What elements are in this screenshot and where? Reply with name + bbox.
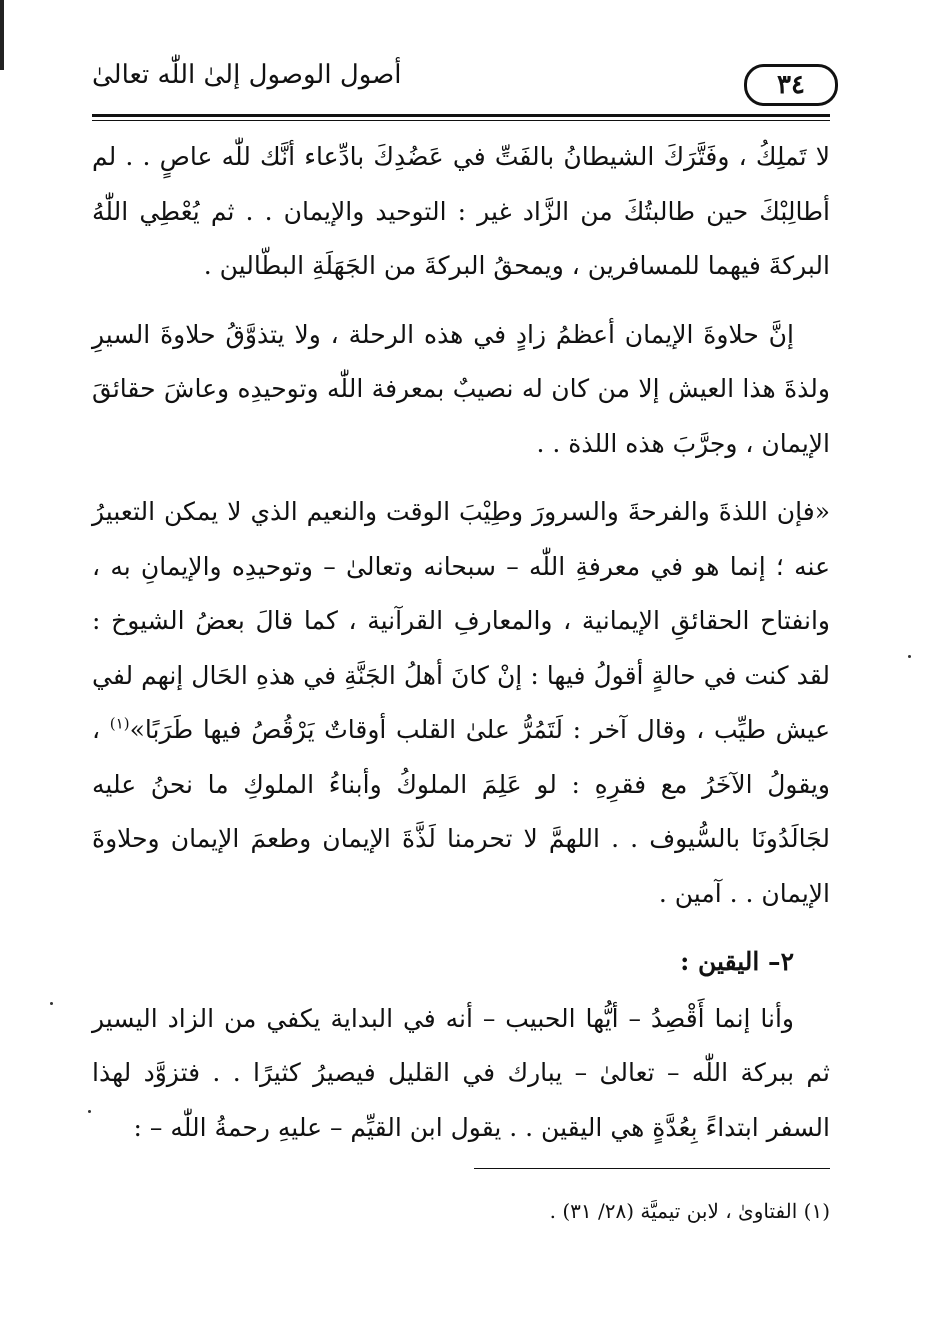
running-title: أصول الوصول إلىٰ اللّٰه تعالىٰ [92, 60, 402, 90]
footnote: (١) الفتاوىٰ ، لابن تيميَّة (٢٨/ ٣١) . [549, 1199, 830, 1223]
footnote-reference: (١) [109, 714, 130, 733]
scan-speck [908, 655, 911, 658]
page-header [86, 50, 838, 110]
paragraph-2: إنَّ حلاوةَ الإيمان أعظمُ زادٍ في هذه الرحلة ، ولا يتذوَّقُ حلاوةَ السيرِ ولذةَ هذا العيش إلا من كان له نصيبٌ بمعرفة اللّٰه وتوحيدِه وعاشَ حقائقَ الإيمان ، وجرَّبَ هذه اللذة . . [92, 319, 830, 458]
header-rule-thick [92, 114, 830, 117]
scan-speck [88, 1110, 91, 1113]
paragraph-3-rest: ، ويقولُ الآخَرُ مع فقرِهِ : لو عَلِمَ الملوكُ وأبناءُ الملوكِ ما نحنُ عليه لجَالَدُونَا بالسُّيوف . . اللهمَّ لا تحرمنا لَذَّةَ الإيمان وطعمَ الإيمان وحلاوةَ الإيمان . . آمين . [92, 715, 830, 908]
paragraph-4: وأنا إنما أَقْصِدُ – أيُّها الحبيب – أنه في البداية يكفي من الزاد اليسير ثم ببركة اللّٰه – تعالىٰ – يبارك في القليل فيصيرُ كثيرًا . . فتزوَّد لهذا السفر ابتداءً بِعُدَّةٍ هي اليقين . . يقول ابن القيِّم – عليهِ رحمةُ اللّٰه – : [92, 1003, 830, 1142]
paragraph-1: لا تَملِكُ ، وفَتَّرَكَ الشيطانُ بالفَتِّ في عَضُدِكَ بادِّعاء أنَّك للّٰه عاصٍ . . لم أطالِبْكَ حين طالبتُكَ من الزَّاد غير : التوحيد والإيمان . . ثم يُعْطِي اللّٰهُ البركةَ فيهما للمسافرين ، ويمحقُ البركةَ من الجَهَلَةِ البطّالين . [92, 142, 830, 280]
section-heading: ٢– اليقين : [680, 947, 794, 976]
paragraph-3 [92, 485, 830, 921]
page-number: ٣٤ [777, 70, 805, 100]
footnote-rule [474, 1168, 830, 1169]
scan-speck [50, 1002, 53, 1005]
header-rule-thin [92, 120, 830, 121]
page-number-badge [744, 64, 838, 106]
body-text [92, 130, 830, 1169]
paragraph-3-main: «فإن اللذةَ والفرحةَ والسرورَ وطِيْبَ الوقت والنعيم الذي لا يمكن التعبيرُ عنه ؛ إنما هو في معرفةِ اللّٰه – سبحانه وتعالىٰ – وتوحيدِه والإيمانِ به ، وانفتاح الحقائقِ الإيمانية ، والمعارفِ القرآنية ، كما قالَ بعضُ الشيوخ : لقد كنت في حالةٍ أقولُ فيها : إنْ كانَ أهلُ الجَنَّةِ في هذهِ الحَال إنهم لفي عيش طيِّب ، وقال آخر : لَتَمُرُّ علىٰ القلب أوقاتٌ يَرْقُصُ فيها طَرَبًا» [92, 497, 831, 744]
page-edge-shadow [0, 0, 4, 70]
